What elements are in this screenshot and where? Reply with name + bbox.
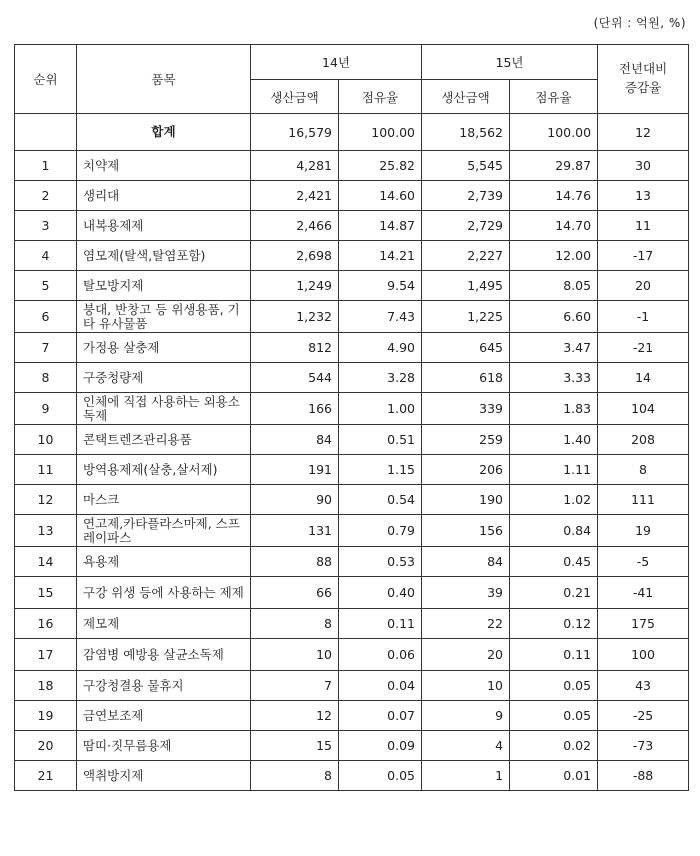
row-share15: 8.05	[510, 271, 598, 301]
row-rank: 11	[15, 455, 77, 485]
row-amount15: 339	[422, 393, 510, 425]
row-share15: 6.60	[510, 301, 598, 333]
row-item: 가정용 살충제	[77, 333, 251, 363]
row-rank: 4	[15, 241, 77, 271]
row-share14: 7.43	[339, 301, 422, 333]
row-amount15: 39	[422, 577, 510, 609]
table-row	[15, 485, 689, 515]
row-change: 19	[598, 515, 689, 547]
row-rank: 17	[15, 639, 77, 671]
row-share14: 0.09	[339, 731, 422, 761]
row-share14: 9.54	[339, 271, 422, 301]
total-label: 합계	[77, 114, 251, 151]
total-change: 12	[598, 114, 689, 151]
row-share14: 14.21	[339, 241, 422, 271]
row-change: 175	[598, 609, 689, 639]
row-rank: 21	[15, 761, 77, 791]
row-rank: 8	[15, 363, 77, 393]
row-change: 30	[598, 151, 689, 181]
row-amount14: 15	[251, 731, 339, 761]
table-row	[15, 577, 689, 609]
row-change: -88	[598, 761, 689, 791]
row-amount15: 22	[422, 609, 510, 639]
table-row	[15, 241, 689, 271]
row-share14: 14.60	[339, 181, 422, 211]
row-amount14: 66	[251, 577, 339, 609]
total-share14: 100.00	[339, 114, 422, 151]
row-item: 붕대, 반창고 등 위생용품, 기타 유사물품	[77, 301, 251, 333]
row-share15: 3.33	[510, 363, 598, 393]
row-amount14: 131	[251, 515, 339, 547]
row-change: 20	[598, 271, 689, 301]
header-year14: 14년	[251, 45, 422, 80]
row-item: 방역용제제(살충,살서제)	[77, 455, 251, 485]
row-rank: 13	[15, 515, 77, 547]
row-item: 제모제	[77, 609, 251, 639]
row-item: 탈모방지제	[77, 271, 251, 301]
row-rank: 1	[15, 151, 77, 181]
row-item: 액취방지제	[77, 761, 251, 791]
production-table	[14, 44, 689, 791]
row-amount15: 4	[422, 731, 510, 761]
row-rank: 14	[15, 547, 77, 577]
row-rank: 2	[15, 181, 77, 211]
row-change: 11	[598, 211, 689, 241]
row-change: 111	[598, 485, 689, 515]
table-row	[15, 425, 689, 455]
row-change: -41	[598, 577, 689, 609]
total-amount14: 16,579	[251, 114, 339, 151]
table-row	[15, 547, 689, 577]
row-amount15: 5,545	[422, 151, 510, 181]
unit-note: (단위 : 억원, %)	[593, 16, 686, 30]
row-share15: 12.00	[510, 241, 598, 271]
row-rank: 18	[15, 671, 77, 701]
total-share15: 100.00	[510, 114, 598, 151]
row-share15: 1.02	[510, 485, 598, 515]
table-row	[15, 333, 689, 363]
table-row	[15, 701, 689, 731]
row-rank: 10	[15, 425, 77, 455]
row-share14: 1.00	[339, 393, 422, 425]
row-share14: 0.05	[339, 761, 422, 791]
row-change: -25	[598, 701, 689, 731]
row-share14: 0.53	[339, 547, 422, 577]
row-share14: 3.28	[339, 363, 422, 393]
table-row	[15, 455, 689, 485]
row-amount15: 2,739	[422, 181, 510, 211]
row-amount15: 20	[422, 639, 510, 671]
row-item: 구강청결용 물휴지	[77, 671, 251, 701]
table-row	[15, 731, 689, 761]
row-share14: 14.87	[339, 211, 422, 241]
header-rank: 순위	[15, 45, 77, 114]
row-share14: 0.11	[339, 609, 422, 639]
table-row	[15, 363, 689, 393]
row-item: 인체에 직접 사용하는 외용소독제	[77, 393, 251, 425]
row-amount14: 1,249	[251, 271, 339, 301]
row-share14: 0.54	[339, 485, 422, 515]
row-change: -5	[598, 547, 689, 577]
row-item: 생리대	[77, 181, 251, 211]
row-rank: 7	[15, 333, 77, 363]
row-amount15: 9	[422, 701, 510, 731]
table-row	[15, 271, 689, 301]
header-share14: 점유율	[339, 80, 422, 114]
row-item: 감염병 예방용 살균소독제	[77, 639, 251, 671]
row-change: 208	[598, 425, 689, 455]
row-share15: 0.11	[510, 639, 598, 671]
header-item: 품목	[77, 45, 251, 114]
row-amount15: 618	[422, 363, 510, 393]
row-share14: 1.15	[339, 455, 422, 485]
table-row	[15, 211, 689, 241]
row-amount14: 4,281	[251, 151, 339, 181]
row-change: 14	[598, 363, 689, 393]
row-item: 염모제(탈색,탈염포함)	[77, 241, 251, 271]
row-amount14: 812	[251, 333, 339, 363]
row-amount15: 1,225	[422, 301, 510, 333]
row-item: 콘택트렌즈관리용품	[77, 425, 251, 455]
row-share15: 1.40	[510, 425, 598, 455]
row-amount15: 1,495	[422, 271, 510, 301]
row-change: -17	[598, 241, 689, 271]
row-rank: 3	[15, 211, 77, 241]
row-amount15: 10	[422, 671, 510, 701]
row-amount15: 1	[422, 761, 510, 791]
header-share15: 점유율	[510, 80, 598, 114]
row-amount15: 156	[422, 515, 510, 547]
row-amount14: 88	[251, 547, 339, 577]
row-amount15: 84	[422, 547, 510, 577]
row-share14: 0.07	[339, 701, 422, 731]
row-rank: 9	[15, 393, 77, 425]
row-rank: 5	[15, 271, 77, 301]
row-item: 연고제,카타플라스마제, 스프레이파스	[77, 515, 251, 547]
row-amount14: 191	[251, 455, 339, 485]
row-amount14: 544	[251, 363, 339, 393]
row-amount15: 645	[422, 333, 510, 363]
row-share14: 0.79	[339, 515, 422, 547]
row-amount14: 2,421	[251, 181, 339, 211]
row-amount15: 259	[422, 425, 510, 455]
row-share15: 0.84	[510, 515, 598, 547]
row-amount15: 206	[422, 455, 510, 485]
table-row	[15, 671, 689, 701]
row-amount14: 2,698	[251, 241, 339, 271]
row-change: 8	[598, 455, 689, 485]
row-share15: 1.83	[510, 393, 598, 425]
header-year15: 15년	[422, 45, 598, 80]
table-row	[15, 393, 689, 425]
row-change: 100	[598, 639, 689, 671]
row-share14: 0.04	[339, 671, 422, 701]
row-share14: 0.06	[339, 639, 422, 671]
row-change: 104	[598, 393, 689, 425]
row-amount14: 1,232	[251, 301, 339, 333]
row-amount14: 84	[251, 425, 339, 455]
row-amount14: 8	[251, 761, 339, 791]
row-amount15: 190	[422, 485, 510, 515]
row-amount14: 10	[251, 639, 339, 671]
table-row	[15, 639, 689, 671]
row-share14: 0.40	[339, 577, 422, 609]
row-share15: 0.21	[510, 577, 598, 609]
row-rank: 16	[15, 609, 77, 639]
row-change: -1	[598, 301, 689, 333]
row-amount14: 12	[251, 701, 339, 731]
row-amount14: 2,466	[251, 211, 339, 241]
row-amount14: 8	[251, 609, 339, 639]
row-rank: 20	[15, 731, 77, 761]
row-share15: 14.70	[510, 211, 598, 241]
row-share15: 14.76	[510, 181, 598, 211]
row-amount14: 166	[251, 393, 339, 425]
row-change: 43	[598, 671, 689, 701]
row-item: 내복용제제	[77, 211, 251, 241]
table-row	[15, 761, 689, 791]
row-item: 마스크	[77, 485, 251, 515]
row-share14: 0.51	[339, 425, 422, 455]
row-amount14: 7	[251, 671, 339, 701]
row-share15: 0.12	[510, 609, 598, 639]
row-share14: 25.82	[339, 151, 422, 181]
header-amount14: 생산금액	[251, 80, 339, 114]
table-row	[15, 301, 689, 333]
row-rank: 12	[15, 485, 77, 515]
row-amount15: 2,729	[422, 211, 510, 241]
row-amount14: 90	[251, 485, 339, 515]
row-share15: 3.47	[510, 333, 598, 363]
row-item: 욕용제	[77, 547, 251, 577]
header-change: 전년대비 증감율	[598, 45, 689, 114]
table-row	[15, 609, 689, 639]
row-share15: 29.87	[510, 151, 598, 181]
row-share15: 0.05	[510, 701, 598, 731]
row-amount15: 2,227	[422, 241, 510, 271]
table-row	[15, 181, 689, 211]
row-rank: 19	[15, 701, 77, 731]
total-amount15: 18,562	[422, 114, 510, 151]
row-item: 치약제	[77, 151, 251, 181]
row-share15: 0.01	[510, 761, 598, 791]
row-change: -21	[598, 333, 689, 363]
row-share15: 0.05	[510, 671, 598, 701]
table-row	[15, 151, 689, 181]
row-item: 땀띠·짓무름용제	[77, 731, 251, 761]
header-amount15: 생산금액	[422, 80, 510, 114]
row-change: 13	[598, 181, 689, 211]
row-share15: 0.45	[510, 547, 598, 577]
row-item: 구강 위생 등에 사용하는 제제	[77, 577, 251, 609]
row-change: -73	[598, 731, 689, 761]
total-row	[15, 114, 689, 151]
row-share14: 4.90	[339, 333, 422, 363]
row-item: 금연보조제	[77, 701, 251, 731]
table-row	[15, 515, 689, 547]
row-rank: 15	[15, 577, 77, 609]
row-share15: 1.11	[510, 455, 598, 485]
row-rank: 6	[15, 301, 77, 333]
row-item: 구중청량제	[77, 363, 251, 393]
row-share15: 0.02	[510, 731, 598, 761]
